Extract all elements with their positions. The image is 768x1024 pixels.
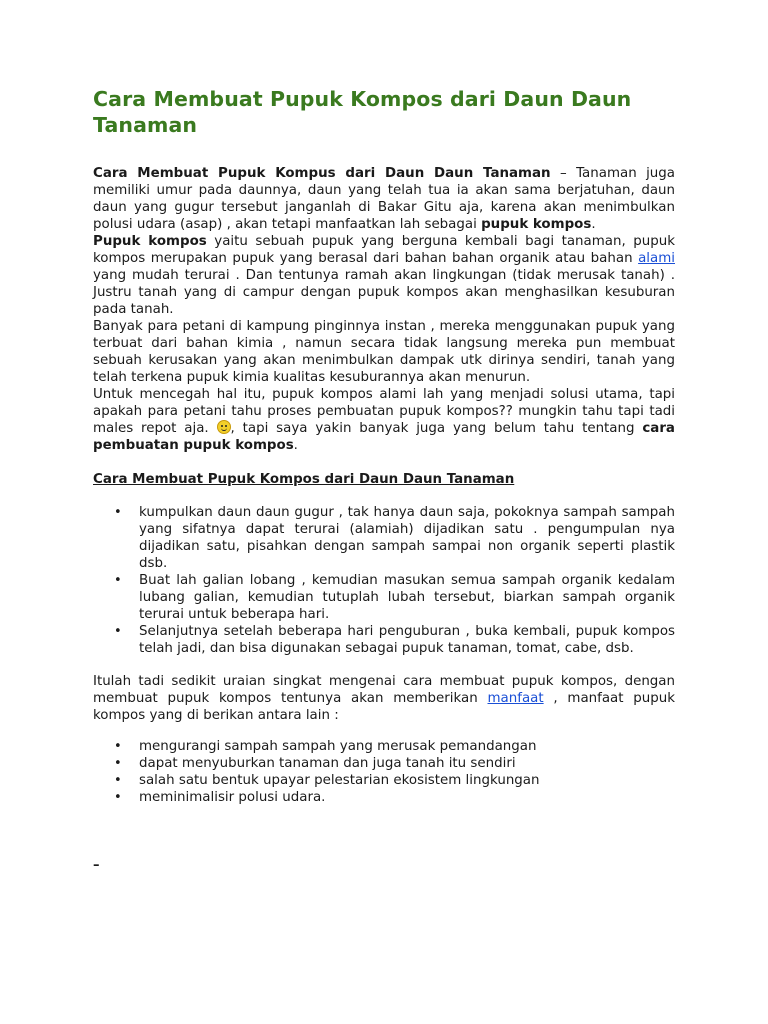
list-item	[93, 789, 675, 806]
solusi-end: .	[293, 438, 298, 453]
list-item	[93, 623, 675, 657]
manfaat-paragraph	[93, 673, 675, 724]
benefit-text: mengurangi sampah sampah yang merusak pemandangan	[139, 739, 537, 754]
manfaat-text: Itulah tadi sedikit uraian singkat mengenai cara membuat pupuk kompos, dengan membuat pupuk kompos tentunya akan memberikan	[93, 674, 675, 706]
link-alami[interactable]: alami	[638, 251, 675, 266]
solusi-paragraph	[93, 386, 675, 454]
intro-lead-text: – Tanaman juga memiliki umur pada daunnya, daun yang telah tua ia akan sama berjatuhan, daun daun yang gugur tersebut janganlah di Bakar Gitu aja, karena akan menimbulkan polusi udara (asap) , akan tetapi manfaatkan lah sebagai	[93, 166, 675, 232]
steps-heading: Cara Membuat Pupuk Kompos dari Daun Daun Tanaman	[93, 472, 515, 487]
bullet-icon: •	[114, 624, 122, 639]
list-item	[93, 772, 675, 789]
step-text: Selanjutnya setelah beberapa hari penguburan , buka kembali, pupuk kompos telah jadi, dan bisa digunakan sebagai pupuk tanaman, tomat, cabe, dsb.	[139, 624, 675, 656]
bullet-icon: •	[114, 773, 122, 788]
intro-lead-bold: Cara Membuat Pupuk Kompus dari Daun Daun Tanaman	[93, 166, 551, 181]
benefits-list	[93, 738, 675, 806]
benefit-text: dapat menyuburkan tanaman dan juga tanah itu sendiri	[139, 756, 516, 771]
intro-end: .	[591, 217, 596, 232]
petani-paragraph: Banyak para petani di kampung pinginnya instan , mereka menggunakan pupuk yang terbuat dari bahan kimia , namun secara tidak langsung mereka pun membuat sebuah kerusakan yang akan menimbulkan dampak utk dirinya sendiri, tanah yang telah terkena pupuk kimia kualitas kesuburannya akan menurun.	[93, 319, 675, 385]
article-title: Cara Membuat Pupuk Kompos dari Daun Daun Tanaman	[93, 87, 632, 137]
kompos-definition-paragraph	[93, 233, 675, 318]
bullet-icon: •	[114, 790, 122, 805]
manfaat-text-end: , manfaat pupuk kompos yang di berikan antara lain :	[93, 691, 676, 723]
definition-text-end: yang mudah terurai . Dan tentunya ramah akan lingkungan (tidak merusak tanah) . Justru tanah yang di campur dengan pupuk kompos akan menghasilkan kesuburan pada tanah.	[93, 268, 675, 317]
bullet-icon: •	[114, 505, 122, 520]
solusi-text-2: , tapi saya yakin banyak juga yang belum tahu tentang	[230, 421, 643, 436]
article	[93, 86, 675, 806]
step-text: kumpulkan daun daun gugur , tak hanya daun saja, pokoknya sampah sampah yang sifatnya dapat terurai (alamiah) dijadikan satu . pengumpulan nya dijadikan satu, pisahkan dengan sampah sampai non organik seperti plastik dsb.	[139, 505, 675, 571]
definition-bold-term: Pupuk kompos	[93, 234, 207, 249]
bullet-icon: •	[114, 573, 122, 588]
step-text: Buat lah galian lobang , kemudian masukan semua sampah organik kedalam lubang galian, kemudian tutuplah lubah tersebut, biarkan sampah organik terurai untuk beberapa hari.	[139, 573, 675, 622]
list-item	[93, 738, 675, 755]
bullet-icon: •	[114, 756, 122, 771]
benefit-text: salah satu bentuk upayar pelestarian ekosistem lingkungan	[139, 773, 540, 788]
solusi-text: Untuk mencegah hal itu, pupuk kompos alami lah yang menjadi solusi utama, tapi apakah para petani tahu proses pembuatan pupuk kompos?? mungkin tahu tapi tadi males repot aja.	[93, 387, 675, 436]
definition-text: yaitu sebuah pupuk yang berguna kembali bagi tanaman, pupuk kompos merupakan pupuk yang berasal dari bahan bahan organik atau bahan	[93, 234, 675, 266]
intro-bold-term: pupuk kompos	[481, 217, 592, 232]
link-manfaat[interactable]: manfaat	[487, 691, 544, 706]
solusi-bold-term: cara pembuatan pupuk kompos	[93, 421, 675, 453]
benefit-text: meminimalisir polusi udara.	[139, 790, 326, 805]
list-item	[93, 504, 675, 572]
list-item	[93, 755, 675, 772]
list-item	[93, 572, 675, 623]
trailing-dash: –	[93, 858, 100, 873]
bullet-icon: •	[114, 739, 122, 754]
intro-paragraph	[93, 165, 675, 233]
smiley-icon	[217, 420, 231, 434]
steps-list	[93, 504, 675, 657]
